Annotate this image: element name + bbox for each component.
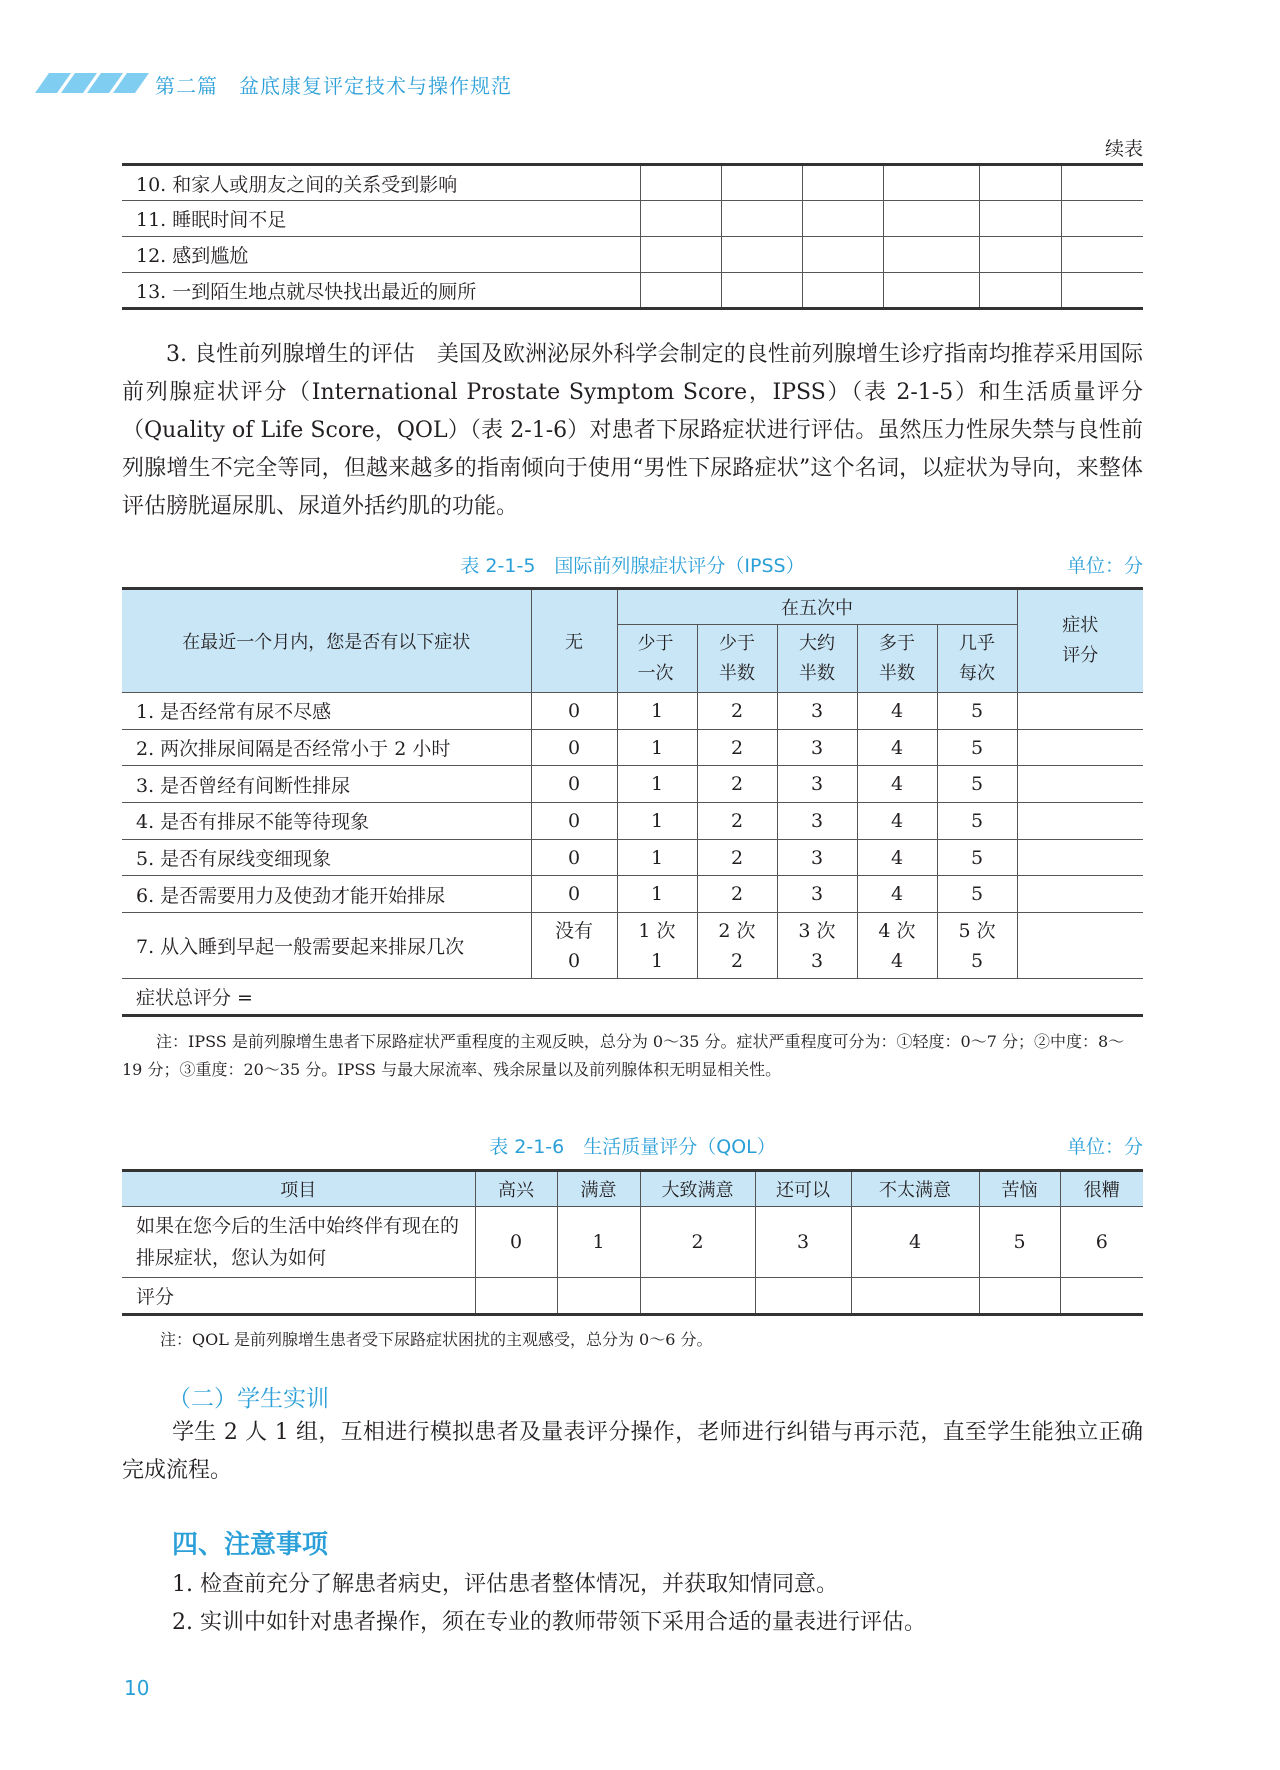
empty-cell [557,1278,640,1315]
symptom-score-cell [1017,729,1143,766]
table-row [122,1278,1143,1315]
score-value: 5 [937,693,1017,730]
score-value: 2 [697,876,777,913]
score-value: 5 [937,803,1017,840]
empty-cell [979,165,1061,201]
frequency-label: 3 次 [798,919,836,942]
empty-cell [475,1278,557,1315]
score-value: 3 [777,729,857,766]
score-value: 2 [697,693,777,730]
frequency-label: 4 次 [878,919,916,942]
table-row [122,693,1143,730]
empty-cell [883,273,979,309]
empty-cell [1061,201,1143,237]
score-value: 5 [970,949,984,972]
score-value: 1 [650,949,664,972]
training-text: 学生 2 人 1 组，互相进行模拟患者及量表评分操作，老师进行纠错与再示范，直至学生能独立正确完成流程。 [122,1420,1143,1483]
score-value: 3 [777,766,857,803]
qol-value: 6 [1060,1207,1143,1278]
notes-item-1: 1. 检查前充分了解患者病史，评估患者整体情况，并获取知情同意。 [172,1572,838,1597]
qol-header-cell: 满意 [557,1171,640,1207]
empty-cell [721,237,802,273]
score-value: 1 [617,839,697,876]
score-value: 5 [937,839,1017,876]
qol-caption: 表 2-1-6 生活质量评分（QOL） [489,1136,776,1158]
table-row [122,165,1143,201]
score-value: 5 [937,729,1017,766]
score-value: 4 [857,766,937,803]
ipss-note: 注：IPSS 是前列腺增生患者下尿路症状严重程度的主观反映，总分为 0～35 分。症状严重程度可分为：①轻度：0～7 分；②中度：8～19 分；③重度：20～35 分。IPSS 与最大尿流率、残余尿量以及前列腺体积无明显相关性。 [122,1032,1125,1079]
score-value: 4 [857,839,937,876]
ipss-header-frequency: 多于半数 [857,625,937,693]
empty-cell [883,201,979,237]
score-value: 2 [697,839,777,876]
table-row [122,729,1143,766]
qol-value: 2 [640,1207,755,1278]
notes-heading: 四、注意事项 [172,1530,329,1560]
score-value: 2 [730,949,744,972]
score-value: 0 [531,766,617,803]
symptom-question: 5. 是否有尿线变细现象 [122,839,531,876]
paragraph-bph-assessment: 3. 良性前列腺增生的评估 美国及欧洲泌尿外科学会制定的良性前列腺增生诊疗指南均推荐采用国际前列腺症状评分（International Prostate Symptom Score，IPSS）（表 2-1-5）和生活质量评分（Quality of Life Score，QOL）（表 2-1-6）对患者下尿路症状进行评估。虽然压力性尿失禁与良性前列腺增生不完全等同，但越来越多的指南倾向于使用“男性下尿路症状”这个名词，以症状为导向，来整体评估膀胱逼尿肌、尿道外括约肌的功能。 [122,342,1143,519]
qol-header-cell: 不太满意 [851,1171,979,1207]
symptom-question: 2. 两次排尿间隔是否经常小于 2 小时 [122,729,531,766]
qol-table [122,1169,1143,1316]
empty-cell [979,1278,1060,1315]
score-value: 3 [777,876,857,913]
score-value: 4 [857,693,937,730]
qol-value: 0 [475,1207,557,1278]
score-cell [697,913,777,979]
symptom-score-cell [1017,693,1143,730]
empty-cell [851,1278,979,1315]
score-cell [857,913,937,979]
symptom-question: 4. 是否有排尿不能等待现象 [122,803,531,840]
score-value: 1 [617,766,697,803]
qol-header-cell: 大致满意 [640,1171,755,1207]
symptom-question: 7. 从入睡到早起一般需要起来排尿几次 [122,913,531,979]
ipss-header-frequency: 大约半数 [777,625,857,693]
row-label: 12. 感到尴尬 [122,237,640,273]
score-value: 0 [567,949,581,972]
empty-cell [721,165,802,201]
ipss-header-group: 在五次中 [617,589,1017,625]
table-row [122,201,1143,237]
qol-header-cell: 还可以 [755,1171,851,1207]
score-value: 2 [697,729,777,766]
empty-cell [1061,273,1143,309]
empty-cell [640,273,721,309]
ipss-table [122,587,1143,1017]
table-row [122,876,1143,913]
empty-cell [802,201,883,237]
ipss-header-question: 在最近一个月内，您是否有以下症状 [122,589,531,693]
table-row [122,237,1143,273]
qol-value: 3 [755,1207,851,1278]
score-value: 1 [617,729,697,766]
frequency-label: 没有 [554,919,593,942]
empty-cell [1061,237,1143,273]
qol-value: 1 [557,1207,640,1278]
symptom-score-cell [1017,839,1143,876]
empty-cell [802,237,883,273]
score-value: 3 [810,949,824,972]
qol-header-cell: 高兴 [475,1171,557,1207]
total-score-label: 症状总评分 = [122,979,1143,1016]
score-value: 0 [531,693,617,730]
score-value: 0 [531,803,617,840]
continued-table [122,163,1143,310]
empty-cell [883,237,979,273]
score-cell [617,913,697,979]
symptom-score-cell [1017,876,1143,913]
empty-cell [640,165,721,201]
symptom-question: 6. 是否需要用力及使劲才能开始排尿 [122,876,531,913]
ipss-unit: 单位：分 [1066,555,1143,577]
qol-value: 5 [979,1207,1060,1278]
frequency-label: 5 次 [958,919,996,942]
table-row [122,913,1143,979]
empty-cell [755,1278,851,1315]
score-value: 0 [531,729,617,766]
row-label: 11. 睡眠时间不足 [122,201,640,237]
score-cell [531,913,617,979]
score-value: 2 [697,803,777,840]
qol-header-cell: 很糟 [1060,1171,1143,1207]
score-value: 3 [777,803,857,840]
score-value: 1 [617,876,697,913]
score-value: 3 [777,839,857,876]
total-row [122,979,1143,1016]
qol-header-cell: 项目 [122,1171,475,1207]
empty-cell [883,165,979,201]
score-cell [937,913,1017,979]
empty-cell [640,237,721,273]
score-value: 0 [531,839,617,876]
frequency-label: 1 次 [638,919,676,942]
score-value: 2 [697,766,777,803]
frequency-label: 2 次 [718,919,756,942]
ipss-caption: 表 2-1-5 国际前列腺症状评分（IPSS） [460,555,805,577]
score-value: 1 [617,693,697,730]
empty-cell [721,273,802,309]
empty-cell [802,165,883,201]
row-label: 13. 一到陌生地点就尽快找出最近的厕所 [122,273,640,309]
empty-cell [721,201,802,237]
table-row [122,1207,1143,1278]
chapter-header-title: 第二篇 盆底康复评定技术与操作规范 [155,74,512,98]
ipss-header-frequency: 少于半数 [697,625,777,693]
training-heading: （二）学生实训 [168,1386,329,1412]
score-cell [777,913,857,979]
empty-cell [802,273,883,309]
ipss-header-none: 无 [531,589,617,693]
continued-table-label: 续表 [1104,138,1143,160]
header-stripes-decoration [42,73,142,93]
qol-question: 如果在您今后的生活中始终伴有现在的排尿症状，您认为如何 [122,1207,475,1278]
score-value: 4 [857,803,937,840]
symptom-score-cell [1017,913,1143,979]
score-value: 3 [777,693,857,730]
symptom-question: 1. 是否经常有尿不尽感 [122,693,531,730]
score-value: 5 [937,876,1017,913]
empty-cell [979,273,1061,309]
score-value: 4 [857,729,937,766]
qol-header-cell: 苦恼 [979,1171,1060,1207]
qol-unit: 单位：分 [1066,1136,1143,1158]
symptom-score-cell [1017,803,1143,840]
ipss-header-frequency: 几乎每次 [937,625,1017,693]
notes-item-2: 2. 实训中如针对患者操作，须在专业的教师带领下采用合适的量表进行评估。 [172,1610,926,1635]
score-value: 4 [857,876,937,913]
empty-cell [1061,165,1143,201]
score-value: 5 [937,766,1017,803]
empty-cell [979,201,1061,237]
ipss-header-score: 症状评分 [1017,589,1143,693]
empty-cell [979,237,1061,273]
qol-value: 4 [851,1207,979,1278]
table-row [122,803,1143,840]
table-row [122,766,1143,803]
qol-note: 注：QOL 是前列腺增生患者受下尿路症状困扰的主观感受，总分为 0～6 分。 [160,1330,713,1349]
score-value: 0 [531,876,617,913]
symptom-question: 3. 是否曾经有间断性排尿 [122,766,531,803]
qol-score-label: 评分 [122,1278,475,1315]
empty-cell [640,1278,755,1315]
table-row [122,273,1143,309]
row-label: 10. 和家人或朋友之间的关系受到影响 [122,165,640,201]
symptom-score-cell [1017,766,1143,803]
page-number: 10 [124,1676,150,1700]
table-row [122,839,1143,876]
empty-cell [1060,1278,1143,1315]
ipss-header-frequency: 少于一次 [617,625,697,693]
score-value: 1 [617,803,697,840]
score-value: 4 [890,949,904,972]
empty-cell [640,201,721,237]
